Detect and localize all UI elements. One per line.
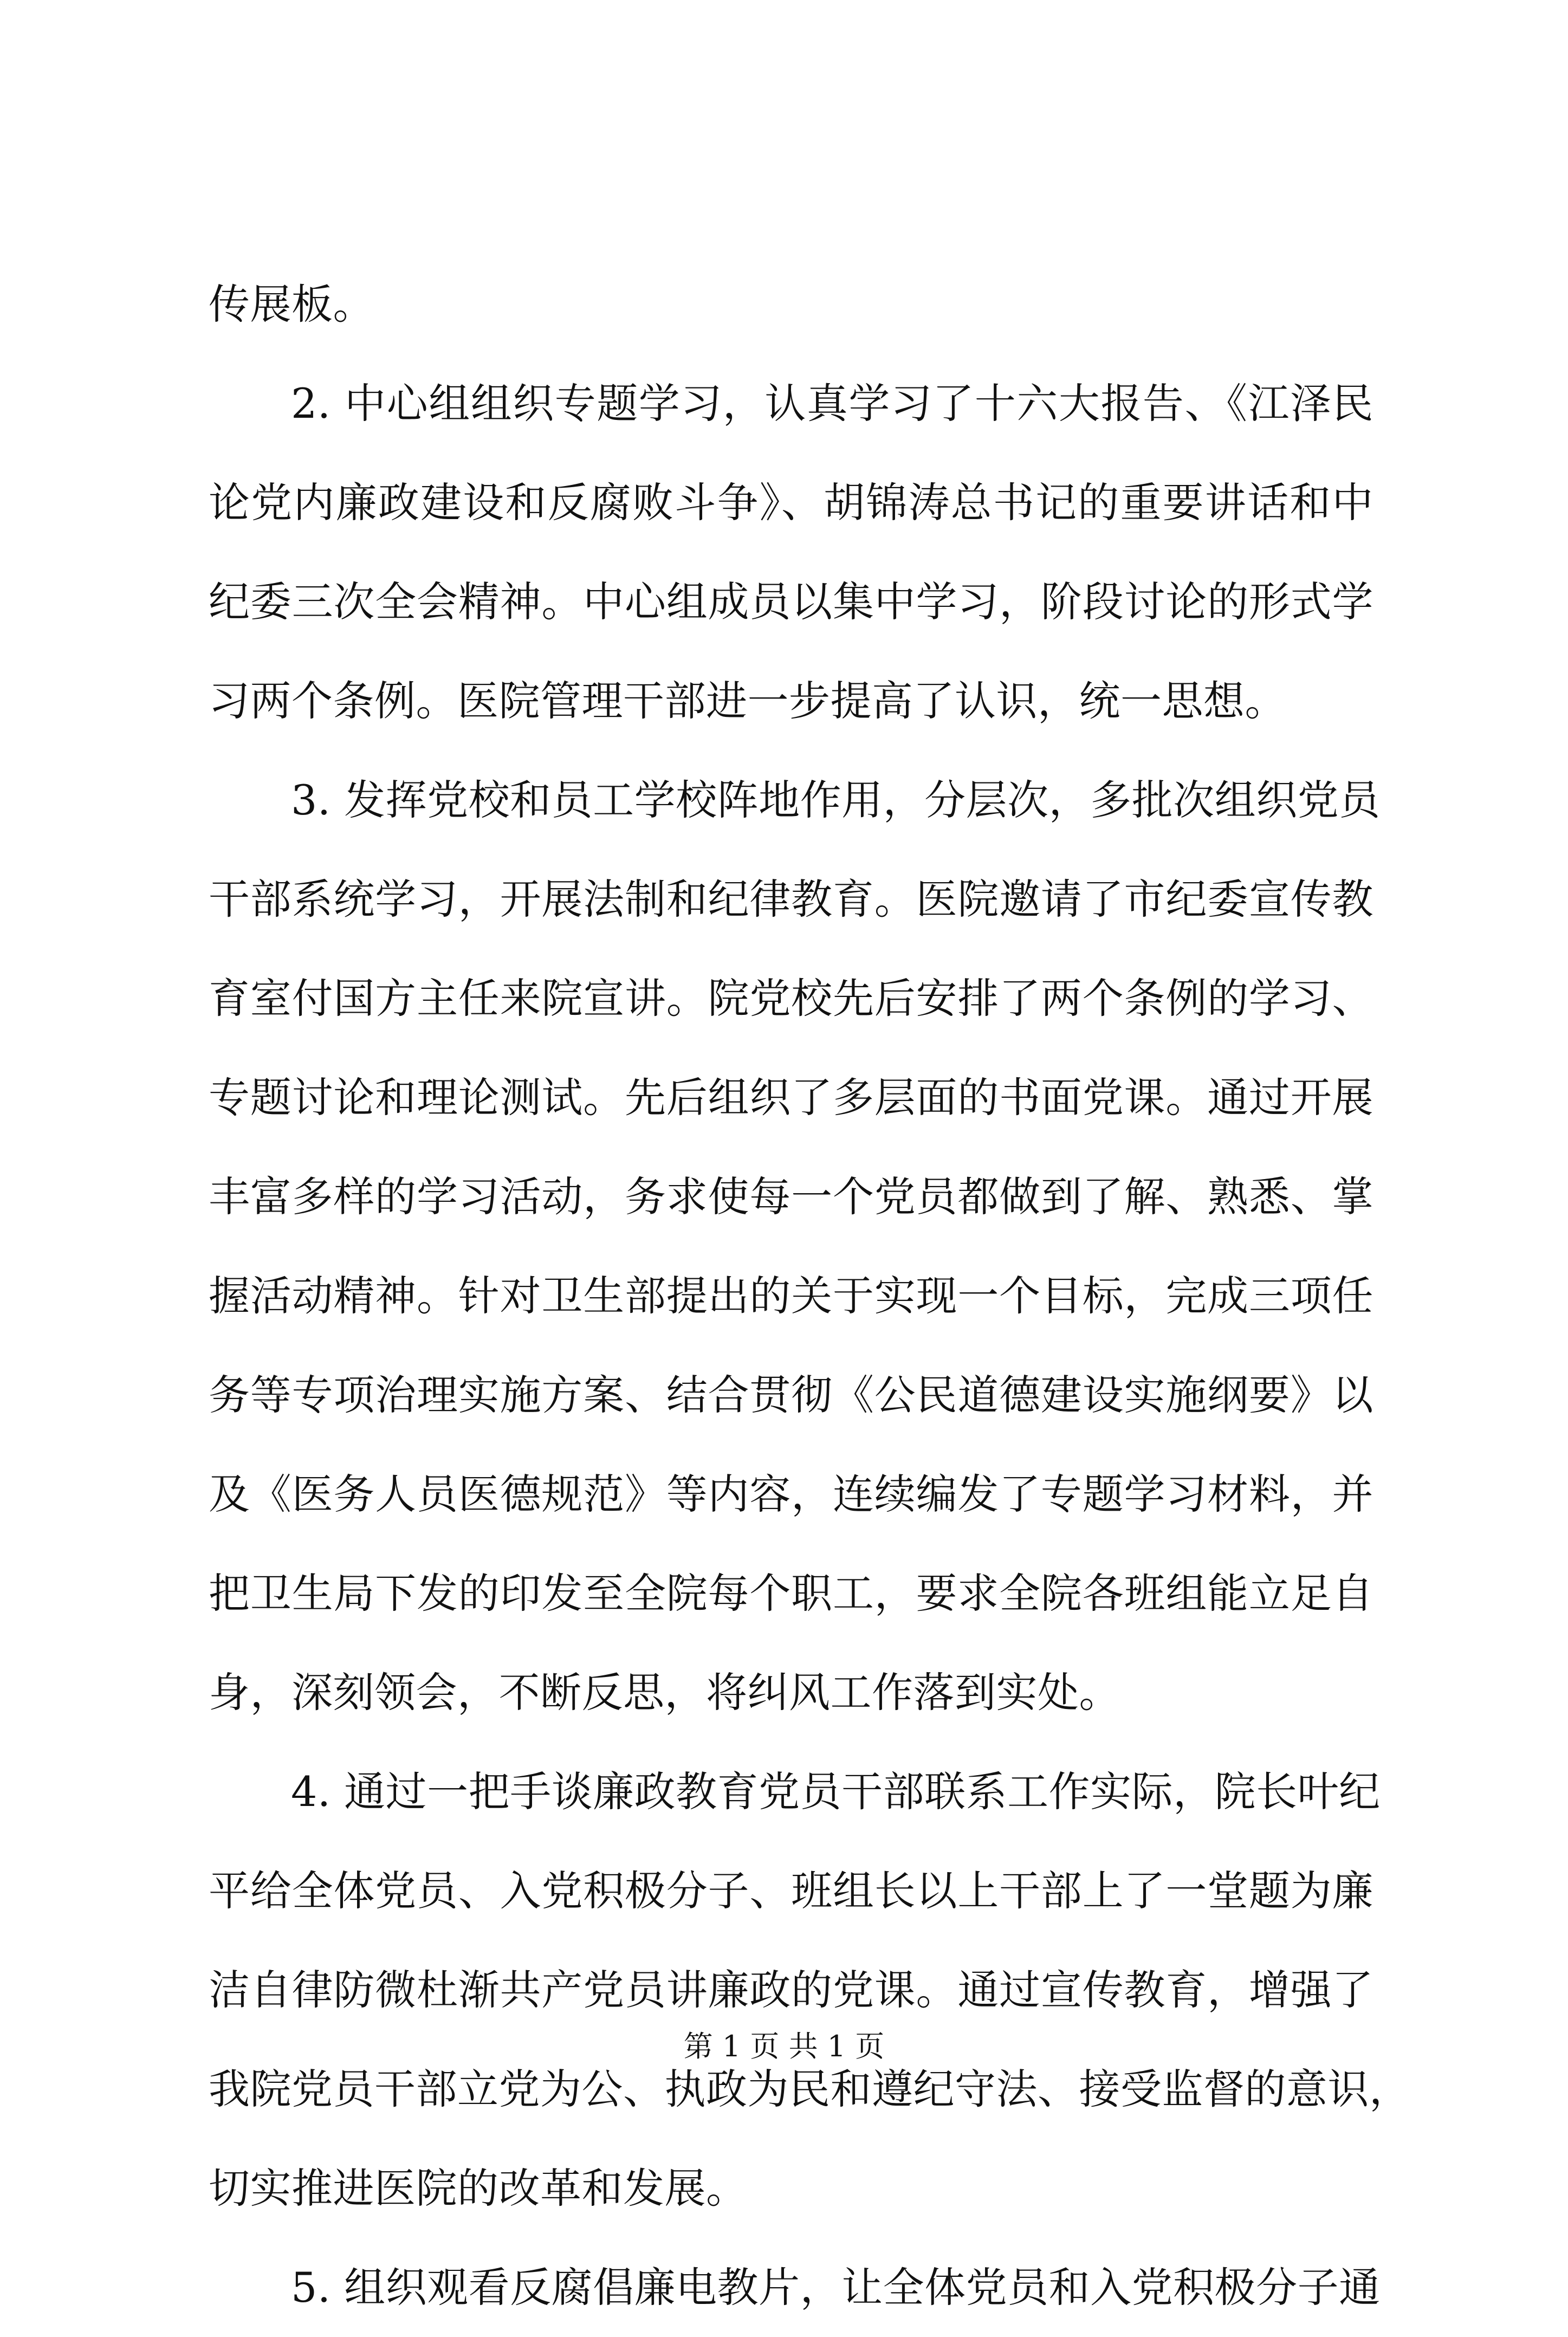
text-line: 把卫生局下发的印发至全院每个职工，要求全院各班组能立足自: [209, 1569, 1373, 1617]
text-line: 及《医务人员医德规范》等内容，连续编发了专题学习材料，并: [209, 1470, 1373, 1518]
text-line: 专题讨论和理论测试。先后组织了多层面的书面党课。通过开展: [209, 1073, 1373, 1122]
text-line: 务等专项治理实施方案、结合贯彻《公民道德建设实施纲要》以: [209, 1371, 1373, 1419]
paragraph-2-start: 2. 中心组组织专题学习，认真学习了十六大报告、《江泽民: [291, 379, 1373, 428]
page-number-footer: 第 1 页 共 1 页: [683, 2029, 885, 2063]
text-line: 论党内廉政建设和反腐败斗争》、胡锦涛总书记的重要讲话和中: [209, 478, 1373, 527]
text-line: 纪委三次全会精神。中心组成员以集中学习，阶段讨论的形式学: [209, 578, 1373, 626]
text-line: 习两个条例。医院管理干部进一步提高了认识，统一思想。: [209, 677, 1286, 725]
text-line: 切实推进医院的改革和发展。: [209, 2164, 748, 2212]
text-line: 握活动精神。针对卫生部提出的关于实现一个目标，完成三项任: [209, 1272, 1373, 1320]
text-line: 洁自律防微杜渐共产党员讲廉政的党课。通过宣传教育，增强了: [209, 1966, 1373, 2014]
paragraph-4-start: 4. 通过一把手谈廉政教育党员干部联系工作实际，院长叶纪: [291, 1768, 1381, 1816]
text-line: 平给全体党员、入党积极分子、班组长以上干部上了一堂题为廉: [209, 1867, 1373, 1915]
text-line: 传展板。: [209, 280, 374, 328]
paragraph-5-start: 5. 组织观看反腐倡廉电教片，让全体党员和入党积极分子通: [291, 2263, 1381, 2312]
text-line: 丰富多样的学习活动，务求使每一个党员都做到了解、熟悉、掌: [209, 1173, 1373, 1221]
paragraph-3-start: 3. 发挥党校和员工学校阵地作用，分层次，多批次组织党员: [291, 776, 1381, 824]
document-body: [209, 255, 1411, 2337]
text-line: 干部系统学习，开展法制和纪律教育。医院邀请了市纪委宣传教: [209, 875, 1373, 923]
text-line: 我院党员干部立党为公、执政为民和遵纪守法、接受监督的意识，: [209, 2065, 1411, 2113]
text-line: 育室付国方主任来院宣讲。院党校先后安排了两个条例的学习、: [209, 974, 1373, 1022]
text-line: 身，深刻领会，不断反思，将纠风工作落到实处。: [209, 1668, 1120, 1717]
